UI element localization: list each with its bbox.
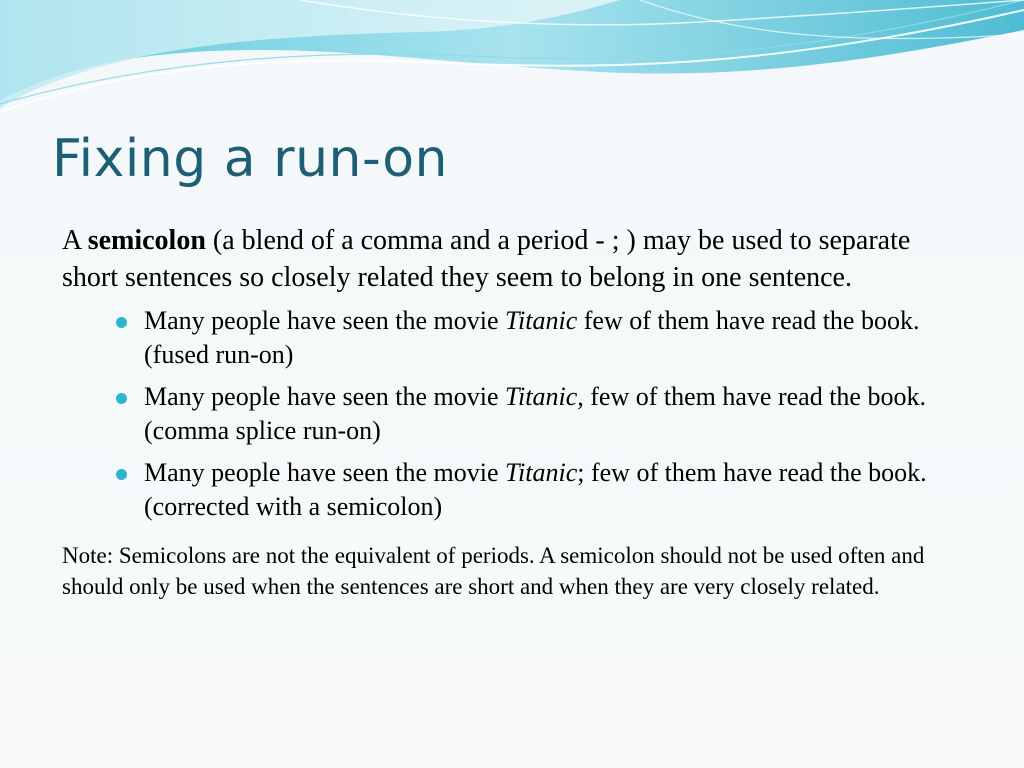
- slide-title: Fixing a run-on: [52, 129, 448, 189]
- bullet-text-after: ; few of them have read the book. (corrected with a semicolon): [144, 458, 927, 521]
- bullet-text-before: Many people have seen the movie: [144, 458, 505, 487]
- bullet-text-before: Many people have seen the movie: [144, 382, 505, 411]
- intro-paragraph: [62, 222, 962, 296]
- bullet-text-after: few of them have read the book. (comma splice run-on): [144, 382, 926, 445]
- example-list: [62, 304, 962, 524]
- bullet-dot-icon: [116, 393, 127, 404]
- note-paragraph: Note: Semicolons are not the equivalent of periods. A semicolon should not be used often and should only be used when the sentences are short and when they are very closely related.: [62, 543, 925, 599]
- bullet-italic: Titanic: [505, 306, 578, 335]
- list-item: [144, 456, 962, 524]
- bullet-italic: Titanic,: [505, 382, 584, 411]
- bullet-text-before: Many people have seen the movie: [144, 306, 505, 335]
- list-item: [144, 304, 962, 372]
- bullet-text-after: few of them have read the book. (fused run-on): [144, 306, 920, 369]
- intro-rest: (a blend of a comma and a period - ; ) may be used to separate short sentences so closely related they seem to belong in one sentence.: [62, 225, 911, 293]
- slide-body: [62, 222, 962, 602]
- bullet-dot-icon: [116, 469, 127, 480]
- bullet-italic: Titanic: [505, 458, 578, 487]
- bullet-dot-icon: [116, 317, 127, 328]
- intro-bold-term: semicolon: [87, 225, 206, 256]
- intro-prefix: A: [62, 225, 88, 256]
- list-item: [144, 380, 962, 448]
- wave-header-decoration: [0, 0, 1024, 130]
